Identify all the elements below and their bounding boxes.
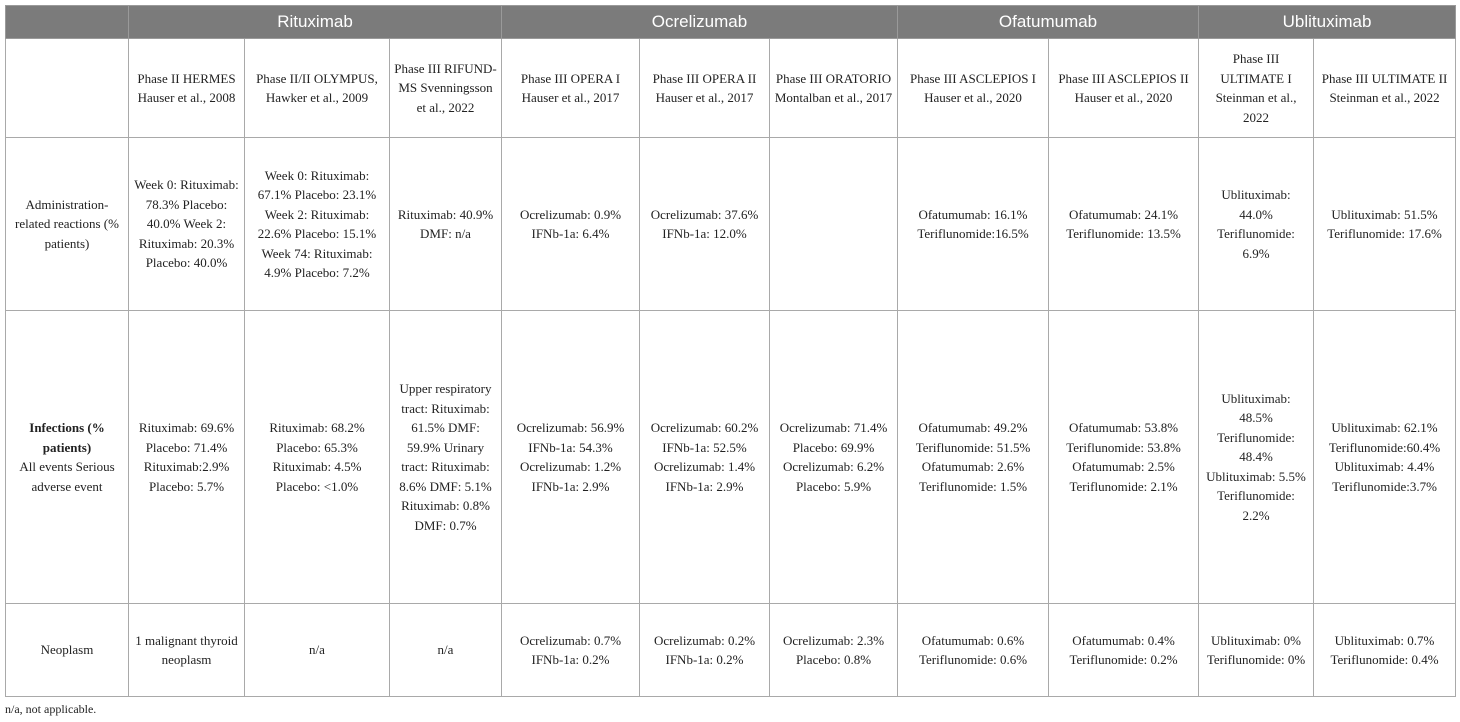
row-label-administration-reactions: Administration-related reactions (% patients) — [6, 138, 129, 311]
table-cell: n/a — [245, 604, 390, 697]
table-cell: Ublituximab: 0% Teriflunomide: 0% — [1199, 604, 1314, 697]
row-label-infections-sub: All events Serious adverse event — [19, 459, 115, 494]
table-cell: Ofatumumab: 49.2% Teriflunomide: 51.5% Ofatumumab: 2.6% Teriflunomide: 1.5% — [898, 311, 1049, 604]
table-cell: Ofatumumab: 0.4% Teriflunomide: 0.2% — [1049, 604, 1199, 697]
study-cell: Phase III ULTIMATE I Steinman et al., 2022 — [1199, 39, 1314, 138]
table-cell: Rituximab: 68.2% Placebo: 65.3% Rituximab: 4.5% Placebo: <1.0% — [245, 311, 390, 604]
table-cell: Ocrelizumab: 0.7% IFNb-1a: 0.2% — [502, 604, 640, 697]
table-cell: Ublituximab: 48.5% Teriflunomide: 48.4% Ublituximab: 5.5% Teriflunomide: 2.2% — [1199, 311, 1314, 604]
table-cell: Ocrelizumab: 37.6% IFNb-1a: 12.0% — [640, 138, 770, 311]
table-cell: Ublituximab: 62.1% Teriflunomide:60.4% Ublituximab: 4.4% Teriflunomide:3.7% — [1314, 311, 1456, 604]
table-cell: Ocrelizumab: 0.2% IFNb-1a: 0.2% — [640, 604, 770, 697]
study-cell: Phase III ASCLEPIOS I Hauser et al., 2020 — [898, 39, 1049, 138]
row-label-infections — [6, 311, 129, 604]
table-cell: Ocrelizumab: 2.3% Placebo: 0.8% — [770, 604, 898, 697]
group-rituximab: Rituximab — [129, 6, 502, 39]
table-row — [6, 311, 1456, 604]
group-ofatumumab: Ofatumumab — [898, 6, 1199, 39]
table-footnote: n/a, not applicable. — [5, 702, 97, 716]
table-cell: n/a — [390, 604, 502, 697]
table-cell: Ofatumumab: 0.6% Teriflunomide: 0.6% — [898, 604, 1049, 697]
table-cell: 1 malignant thyroid neoplasm — [129, 604, 245, 697]
adverse-events-table — [5, 5, 1456, 697]
corner-cell — [6, 6, 129, 39]
group-ublituximab: Ublituximab — [1199, 6, 1456, 39]
study-cell: Phase III ASCLEPIOS II Hauser et al., 2020 — [1049, 39, 1199, 138]
group-ocrelizumab: Ocrelizumab — [502, 6, 898, 39]
table-cell: Ocrelizumab: 71.4% Placebo: 69.9% Ocrelizumab: 6.2% Placebo: 5.9% — [770, 311, 898, 604]
table-cell: Ublituximab: 0.7% Teriflunomide: 0.4% — [1314, 604, 1456, 697]
study-header-row — [6, 39, 1456, 138]
study-cell: Phase III ORATORIO Montalban et al., 2017 — [770, 39, 898, 138]
table-cell: Rituximab: 40.9% DMF: n/a — [390, 138, 502, 311]
table-cell — [770, 138, 898, 311]
study-corner-cell — [6, 39, 129, 138]
table-cell: Ocrelizumab: 56.9% IFNb-1a: 54.3% Ocrelizumab: 1.2% IFNb-1a: 2.9% — [502, 311, 640, 604]
table-cell: Ublituximab: 44.0% Teriflunomide: 6.9% — [1199, 138, 1314, 311]
row-label-infections-title: Infections (% patients) — [29, 420, 105, 455]
study-cell: Phase III ULTIMATE II Steinman et al., 2022 — [1314, 39, 1456, 138]
study-cell: Phase II/II OLYMPUS, Hawker et al., 2009 — [245, 39, 390, 138]
table-cell: Week 0: Rituximab: 78.3% Placebo: 40.0% Week 2: Rituximab: 20.3% Placebo: 40.0% — [129, 138, 245, 311]
row-label-neoplasm: Neoplasm — [6, 604, 129, 697]
table-row — [6, 138, 1456, 311]
drug-group-header-row — [6, 6, 1456, 39]
table-cell: Ublituximab: 51.5% Teriflunomide: 17.6% — [1314, 138, 1456, 311]
table-cell: Ofatumumab: 24.1% Teriflunomide: 13.5% — [1049, 138, 1199, 311]
table-cell: Ocrelizumab: 60.2% IFNb-1a: 52.5% Ocrelizumab: 1.4% IFNb-1a: 2.9% — [640, 311, 770, 604]
table-cell: Ofatumumab: 53.8% Teriflunomide: 53.8% Ofatumumab: 2.5% Teriflunomide: 2.1% — [1049, 311, 1199, 604]
table-row — [6, 604, 1456, 697]
study-cell: Phase III OPERA I Hauser et al., 2017 — [502, 39, 640, 138]
study-cell: Phase III RIFUND-MS Svenningsson et al., 2022 — [390, 39, 502, 138]
table-cell: Ocrelizumab: 0.9% IFNb-1a: 6.4% — [502, 138, 640, 311]
study-cell: Phase III OPERA II Hauser et al., 2017 — [640, 39, 770, 138]
study-cell: Phase II HERMES Hauser et al., 2008 — [129, 39, 245, 138]
table-cell: Rituximab: 69.6% Placebo: 71.4% Rituximab:2.9% Placebo: 5.7% — [129, 311, 245, 604]
table-cell: Upper respiratory tract: Rituximab: 61.5% DMF: 59.9% Urinary tract: Rituximab: 8.6% DMF: 5.1% Rituximab: 0.8% DMF: 0.7% — [390, 311, 502, 604]
table-cell: Week 0: Rituximab: 67.1% Placebo: 23.1% Week 2: Rituximab: 22.6% Placebo: 15.1% Week 74: Rituximab: 4.9% Placebo: 7.2% — [245, 138, 390, 311]
table-cell: Ofatumumab: 16.1% Teriflunomide:16.5% — [898, 138, 1049, 311]
